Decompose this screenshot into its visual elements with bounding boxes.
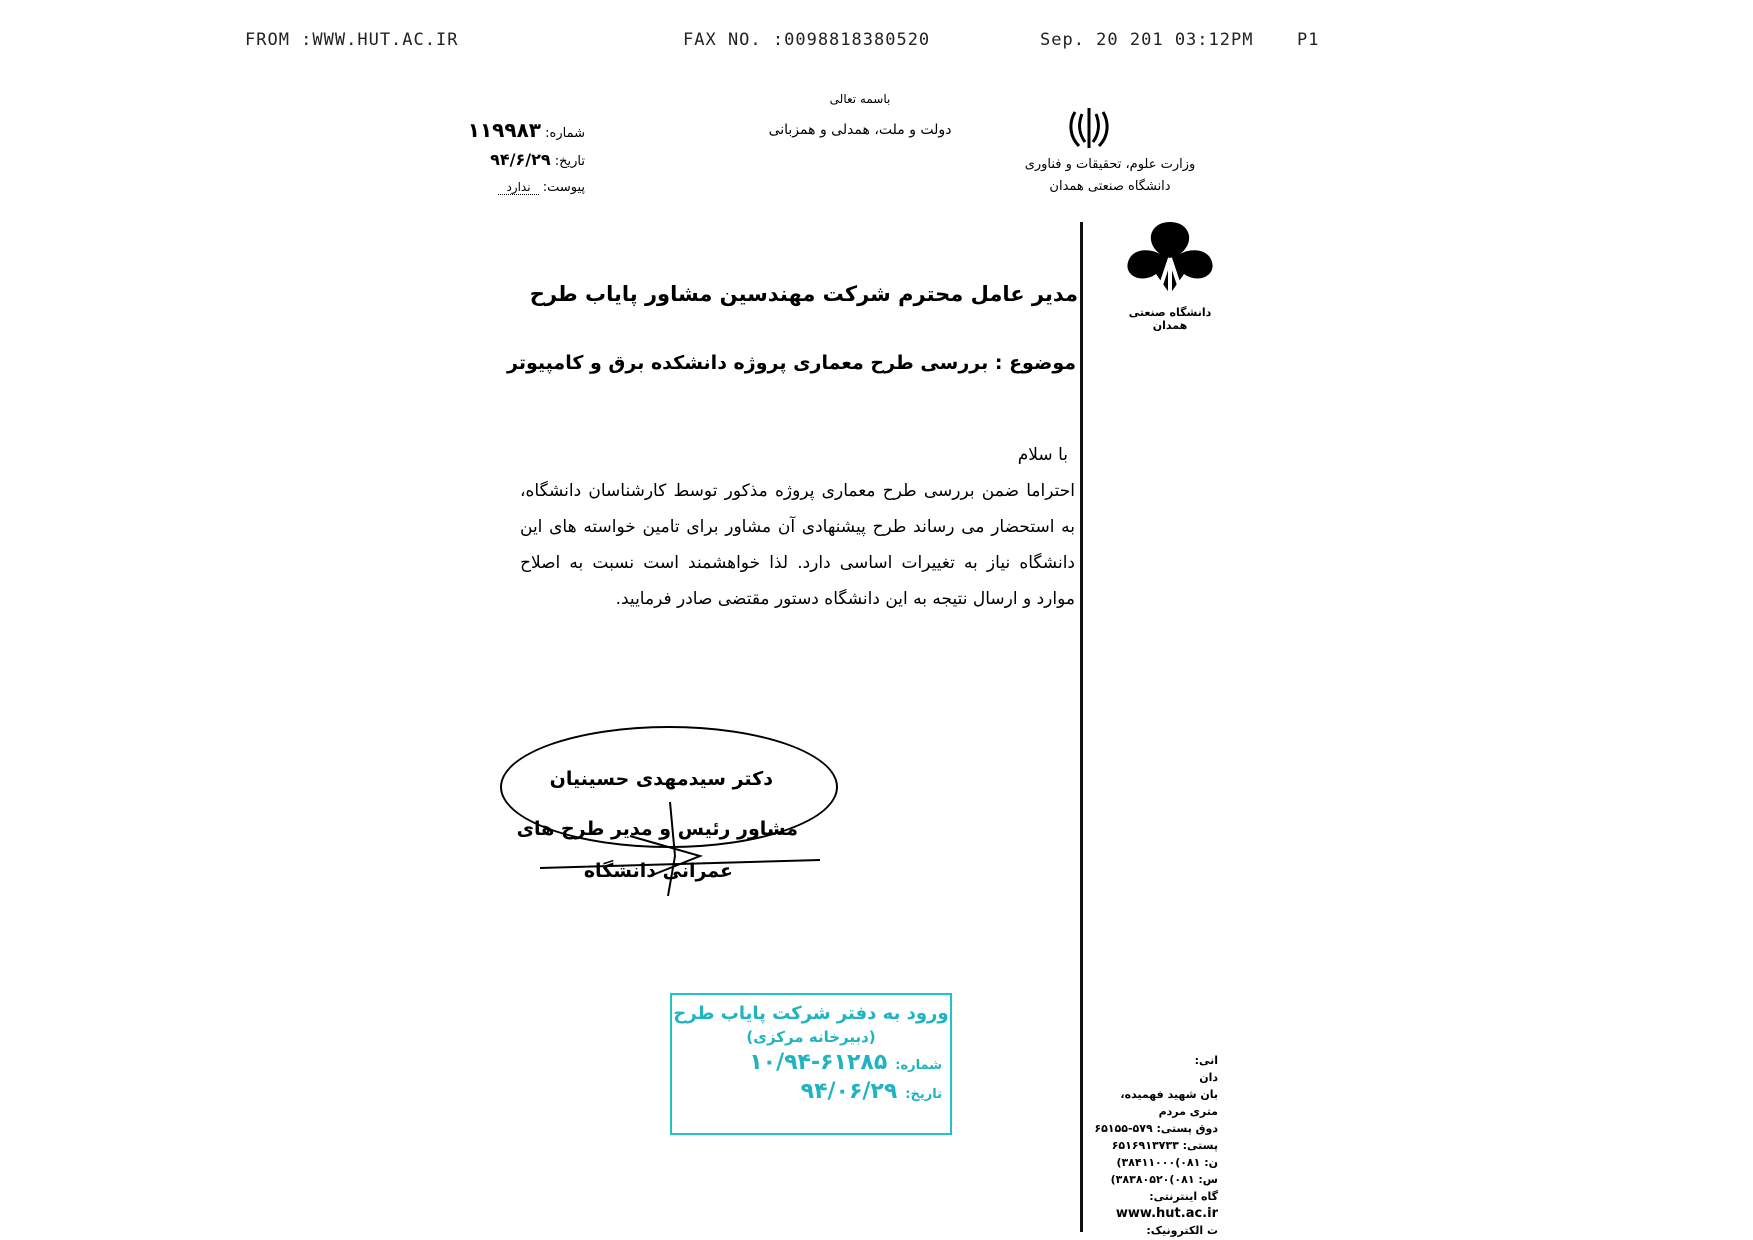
footer-line: دوق پستی: ۵۷۹-۶۵۱۵۵: [1094, 1122, 1218, 1135]
footer-line: انی:: [1194, 1054, 1218, 1067]
subject: موضوع : بررسی طرح معماری پروژه دانشکده برق و کامپیوتر: [507, 352, 1076, 374]
stamp-date-value: ۹۴/۰۶/۲۹: [800, 1079, 898, 1104]
footer-line: ن: ۰۸۱)۳۸۴۱۱۰۰۰): [1116, 1156, 1218, 1169]
footer-line: س: ۰۸۱)۳۸۳۸۰۵۲۰): [1110, 1173, 1218, 1186]
received-stamp: [670, 993, 952, 1135]
stamp-number-label: شماره:: [895, 1058, 942, 1073]
fax-number: FAX NO. :00988‍18380520: [683, 30, 931, 50]
university-name: دانشگاه صنعتی همدان: [1049, 179, 1171, 194]
fax-page: P1: [1297, 30, 1320, 50]
footer-line: متری مردم: [1158, 1105, 1218, 1118]
motto: دولت و ملت، همدلی و همزبانی: [768, 122, 952, 138]
university-logo-icon: [1120, 218, 1220, 306]
signatory-title-1: مشاور رئیس و مدیر طرح های: [516, 818, 798, 840]
stamp-date-row: [672, 1079, 942, 1104]
footer-line: بان شهید فهمیده،: [1120, 1088, 1218, 1101]
letter-attachment: [498, 180, 585, 195]
letter-date: [490, 150, 585, 169]
handwritten-signature: [540, 796, 840, 906]
footer-line: ت الکترونیک:: [1146, 1224, 1218, 1237]
signatory-name: دکتر سیدمهدی حسینیان: [549, 768, 773, 790]
stamp-title: ورود به دفتر شرکت پایاب طرح: [673, 1003, 949, 1024]
footer-website: www.hut.ac.ir: [1115, 1206, 1218, 1221]
letter-body: احتراما ضمن بررسی طرح معماری پروژه مذکور توسط کارشناسان دانشگاه، به استحضار می رساند طرح پیشنهادی آن مشاور برای تامین خواسته های این دانشگاه نیاز به تغییرات اساسی دارد. لذا خواهشمند است نسبت به اصلاح موارد و ارسال نتیجه به این دانشگاه دستور مقتضی صادر فرمایید.: [520, 481, 1075, 609]
ministry-name: وزارت علوم، تحقیقات و فناوری: [1024, 157, 1196, 172]
stamp-subtitle: (دبیرخانه مرکزی): [746, 1028, 876, 1046]
addressee: مدیر عامل محترم شرکت مهندسین مشاور پایاب طرح: [529, 282, 1078, 306]
footer-line: دان: [1199, 1071, 1218, 1084]
invocation: باسمه تعالی: [829, 92, 891, 106]
iran-emblem-icon: [1067, 104, 1111, 152]
letter-date-label: تاریخ:: [554, 154, 585, 169]
signatory-title-2: عمرانی دانشگاه: [583, 860, 733, 882]
fax-from: FROM :WWW.HUT.AC.IR: [245, 30, 459, 50]
letter-date-value: ۹۴/۶/۲۹: [490, 150, 551, 169]
footer-line: پستی: ۶۵۱۶۹۱۳۷۳۳: [1111, 1139, 1218, 1152]
footer-contact: [1078, 1052, 1218, 1239]
footer-line: گاه اینترنتی:: [1149, 1190, 1218, 1203]
greeting: با سلام: [1017, 445, 1068, 465]
stamp-number-value: ۱۰/۹۴-۶۱۲۸۵: [749, 1050, 888, 1075]
fax-datetime: Sep. 20 201‍ 03:12PM: [1040, 30, 1254, 50]
letter-number-value: ۱۱۹۹۸۳: [467, 118, 542, 142]
letter-number: [468, 118, 585, 142]
stamp-number-row: [672, 1050, 942, 1075]
letter-attachment-value: ندارد: [498, 180, 538, 195]
letter-attachment-label: پیوست:: [542, 180, 585, 195]
letter-number-label: شماره:: [545, 126, 585, 141]
logo-caption: دانشگاه صنعتی همدان: [1128, 306, 1212, 332]
stamp-date-label: تاریخ:: [905, 1087, 942, 1102]
